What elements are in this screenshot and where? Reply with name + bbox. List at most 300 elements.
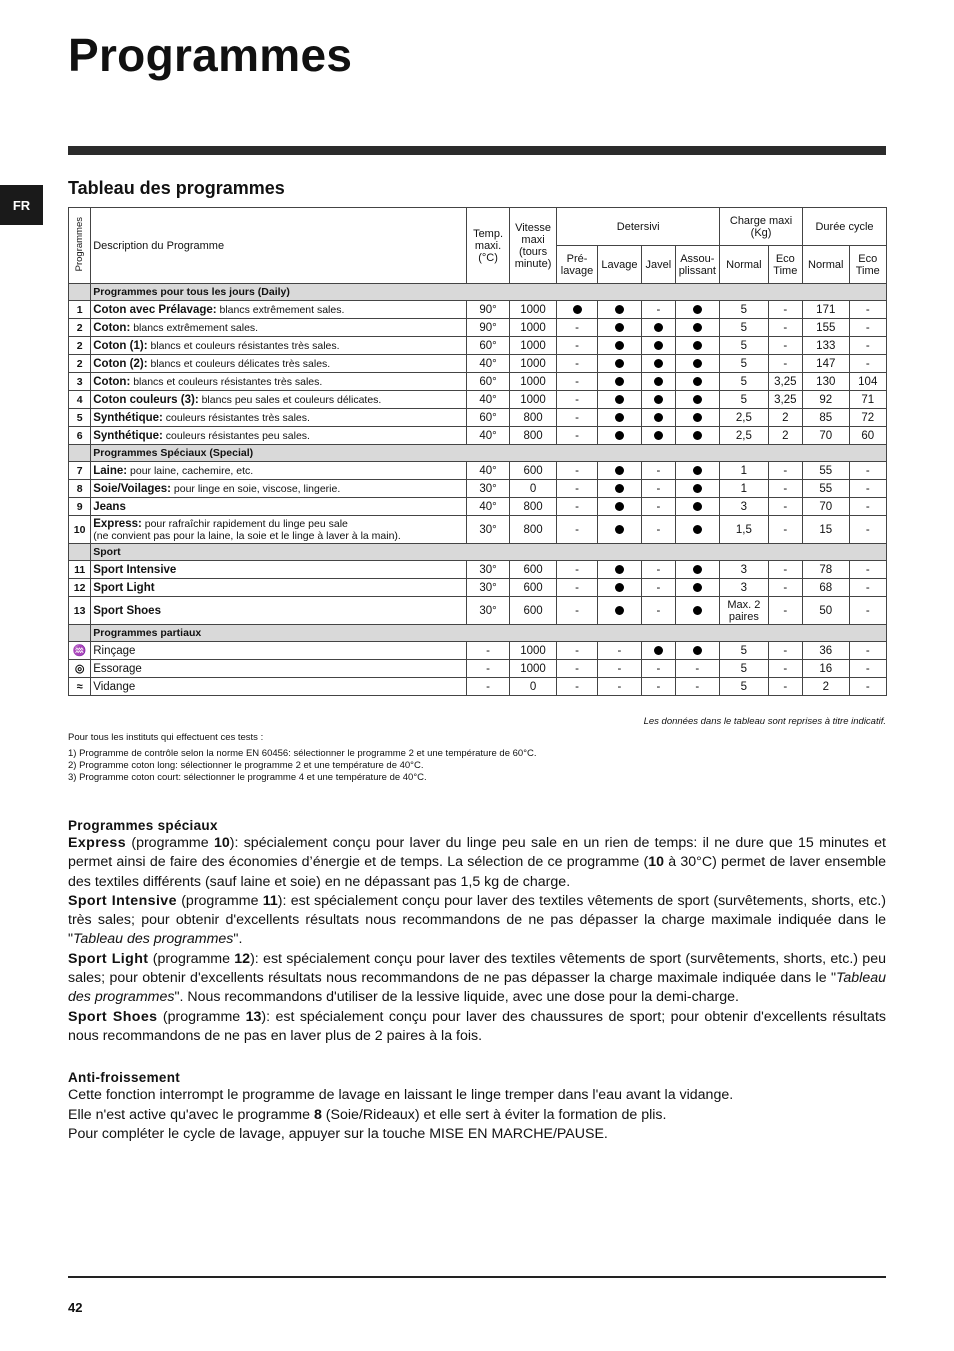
temp-cell: 30° [467,480,509,498]
prelavage-cell: - [557,409,597,427]
assouplissant-cell: - [675,678,720,696]
program-number: 8 [69,480,91,498]
javel-cell [642,409,675,427]
bullet-dot-icon [573,305,582,314]
charge-eco-cell: - [768,642,802,660]
program-description: Synthétique: couleurs résistantes peu sales. [91,427,467,445]
assouplissant-cell [675,301,720,319]
program-description: Laine: pour laine, cachemire, etc. [91,462,467,480]
temp-cell: 60° [467,337,509,355]
temp-cell: 40° [467,498,509,516]
bullet-dot-icon [693,341,702,350]
charge-eco-cell: - [768,480,802,498]
lavage-cell [597,409,641,427]
table-row [69,355,887,373]
program-number: 10 [69,516,91,544]
prelavage-cell: - [557,516,597,544]
speed-cell: 800 [509,409,557,427]
lavage-cell [597,427,641,445]
duree-normal-cell: 55 [803,480,850,498]
charge-eco-cell: - [768,319,802,337]
charge-normal-cell: 3 [720,498,769,516]
prelavage-cell: - [557,498,597,516]
footnote-3: 3) Programme coton court: sélectionner le programme 4 et une température de 40°C. [68,772,427,783]
charge-normal-cell: 1 [720,480,769,498]
table-row [69,516,887,544]
lavage-cell [597,561,641,579]
charge-normal-cell: 5 [720,391,769,409]
javel-cell [642,427,675,445]
javel-cell [642,355,675,373]
prelavage-cell [557,301,597,319]
bullet-dot-icon [615,606,624,615]
assouplissant-cell: - [675,660,720,678]
header-assouplissant: Assou- plissant [675,246,720,284]
javel-cell [642,337,675,355]
bullet-dot-icon [654,323,663,332]
prelavage-cell: - [557,597,597,625]
table-row [69,660,887,678]
javel-cell [642,642,675,660]
spin-icon: ◎ [74,662,85,675]
duree-eco-cell: - [849,480,886,498]
duree-normal-cell: 85 [803,409,850,427]
lavage-cell [597,579,641,597]
bullet-dot-icon [615,377,624,386]
bullet-dot-icon [654,413,663,422]
charge-normal-cell: Max. 2 paires [720,597,769,625]
table-row [69,319,887,337]
speed-cell: 1000 [509,660,557,678]
duree-eco-cell: - [849,516,886,544]
temp-cell: 30° [467,579,509,597]
bullet-dot-icon [654,341,663,350]
prelavage-cell: - [557,427,597,445]
javel-cell [642,391,675,409]
prelavage-cell: - [557,337,597,355]
duree-normal-cell: 171 [803,301,850,319]
lavage-cell [597,373,641,391]
bullet-dot-icon [615,323,624,332]
program-description: Synthétique: couleurs résistantes très sales. [91,409,467,427]
duree-eco-cell: 104 [849,373,886,391]
program-description: Vidange [91,678,467,696]
header-temp: Temp. maxi. (°C) [467,208,509,284]
rinse-icon: ♒ [72,644,87,657]
javel-cell: - [642,660,675,678]
category-row: Programmes Spéciaux (Special) [69,445,887,462]
table-row [69,480,887,498]
bullet-dot-icon [693,606,702,615]
footnote-2: 2) Programme coton long: sélectionner le programme 2 et une température de 40°C. [68,760,424,771]
bullet-dot-icon [693,502,702,511]
charge-eco-cell: - [768,355,802,373]
duree-normal-cell: 92 [803,391,850,409]
program-number: 11 [69,561,91,579]
lavage-cell [597,337,641,355]
speed-cell: 0 [509,678,557,696]
javel-cell: - [642,597,675,625]
bullet-dot-icon [654,395,663,404]
duree-normal-cell: 50 [803,597,850,625]
temp-cell: 40° [467,355,509,373]
prelavage-cell: - [557,561,597,579]
program-description: Coton: blancs et couleurs résistantes très sales. [91,373,467,391]
bullet-dot-icon [693,359,702,368]
table-row [69,373,887,391]
express-paragraph: Express (programme 10): spécialement conçu pour laver du linge peu sale en un rien de temps: il ne dure que 15 minutes et permet ainsi de faire des économies d’énergie et de temps. La sélection de ce programme (10 à 30°C) permet de laver ensemble des textiles différents (sauf laine et soie) en ne dépassant pas 1,5 kg de charge. [68,835,886,890]
speed-cell: 800 [509,427,557,445]
duree-eco-cell: - [849,301,886,319]
page-title: Programmes [68,29,353,81]
table-row [69,561,887,579]
header-programmes: Programmes [69,208,91,284]
javel-cell: - [642,561,675,579]
bullet-dot-icon [615,395,624,404]
lavage-cell [597,355,641,373]
program-number: 1 [69,301,91,319]
prelavage-cell: - [557,678,597,696]
lavage-cell [597,597,641,625]
charge-eco-cell: 2 [768,409,802,427]
program-number: 2 [69,337,91,355]
program-number: 12 [69,579,91,597]
duree-normal-cell: 55 [803,462,850,480]
duree-eco-cell: - [849,319,886,337]
charge-normal-cell: 5 [720,660,769,678]
bullet-dot-icon [615,466,624,475]
lavage-cell [597,391,641,409]
sport-shoes-paragraph: Sport Shoes (programme 13): est spécialement conçu pour laver des chaussures de sport; pour obtenir d'excellents résultats nous recommandons de ne pas en laver plus de 2 paires à la fois. [68,1008,886,1044]
charge-normal-cell: 5 [720,337,769,355]
header-charge-eco: Eco Time [768,246,802,284]
speed-cell: 800 [509,498,557,516]
bullet-dot-icon [693,323,702,332]
charge-eco-cell: - [768,498,802,516]
category-row: Programmes pour tous les jours (Daily) [69,284,887,301]
bullet-dot-icon [615,341,624,350]
charge-eco-cell: - [768,561,802,579]
duree-eco-cell: - [849,660,886,678]
temp-cell: 40° [467,391,509,409]
duree-eco-cell: 60 [849,427,886,445]
speed-cell: 1000 [509,337,557,355]
charge-eco-cell: - [768,516,802,544]
duree-eco-cell: - [849,498,886,516]
bullet-dot-icon [615,525,624,534]
speed-cell: 1000 [509,301,557,319]
prelavage-cell: - [557,660,597,678]
program-number: 2 [69,319,91,337]
temp-cell: 60° [467,373,509,391]
assouplissant-cell [675,498,720,516]
charge-eco-cell: 3,25 [768,391,802,409]
duree-eco-cell: - [849,579,886,597]
program-number: 5 [69,409,91,427]
page-number: 42 [68,1300,83,1315]
bullet-dot-icon [693,565,702,574]
table-row [69,301,887,319]
footnote-head: Pour tous les instituts qui effectuent ces tests : [68,732,264,743]
program-number: 2 [69,355,91,373]
drain-icon: ≈ [76,680,83,693]
duree-normal-cell: 36 [803,642,850,660]
antifroissement-line-2: Elle n'est active qu'avec le programme 8 (Soie/Rideaux) et elle sert à éviter la formation de plis. [68,1106,667,1123]
lavage-cell [597,480,641,498]
charge-normal-cell: 5 [720,301,769,319]
program-number: 6 [69,427,91,445]
table-row [69,597,887,625]
header-charge-normal: Normal [720,246,769,284]
bullet-dot-icon [654,377,663,386]
program-icon [69,660,91,678]
header-duree-normal: Normal [803,246,850,284]
prelavage-cell: - [557,373,597,391]
duree-normal-cell: 68 [803,579,850,597]
program-description: Coton (2): blancs et couleurs délicates très sales. [91,355,467,373]
prelavage-cell: - [557,642,597,660]
temp-cell: 90° [467,301,509,319]
speed-cell: 0 [509,480,557,498]
temp-cell: 30° [467,516,509,544]
header-vitesse: Vitesse maxi (tours minute) [509,208,557,284]
sport-light-paragraph: Sport Light (programme 12): est spécialement conçu pour laver des textiles vêtements de sport (survêtements, shorts, etc.) peu sales; pour obtenir d'excellents résultats nous recommandons de ne pas dépasser la charge maximale indiquée dans le "Tableau des programmes". Nous recommandons d'utiliser de la lessive liquide, avec une dose pour la demi-charge. [68,950,886,1006]
header-charge: Charge maxi (Kg) [720,208,803,246]
charge-eco-cell: - [768,462,802,480]
duree-normal-cell: 16 [803,660,850,678]
header-lavage: Lavage [597,246,641,284]
charge-normal-cell: 5 [720,355,769,373]
javel-cell: - [642,579,675,597]
speed-cell: 600 [509,597,557,625]
program-description: Jeans [91,498,467,516]
program-number: 7 [69,462,91,480]
program-number: 3 [69,373,91,391]
duree-normal-cell: 78 [803,561,850,579]
prelavage-cell: - [557,319,597,337]
table-row [69,678,887,696]
program-description: Coton couleurs (3): blancs peu sales et couleurs délicates. [91,391,467,409]
program-icon [69,678,91,696]
header-description: Description du Programme [91,208,467,284]
lavage-cell [597,516,641,544]
section-title: Tableau des programmes [68,178,285,198]
charge-eco-cell: - [768,660,802,678]
program-description: Coton: blancs extrêmement sales. [91,319,467,337]
lavage-cell [597,301,641,319]
table-row [69,391,887,409]
duree-eco-cell: - [849,597,886,625]
duree-eco-cell: 71 [849,391,886,409]
header-javel: Javel [642,246,675,284]
bullet-dot-icon [693,305,702,314]
table-row [69,462,887,480]
bullet-dot-icon [615,502,624,511]
duree-normal-cell: 155 [803,319,850,337]
table-row [69,337,887,355]
footnotes [68,732,537,784]
bullet-dot-icon [615,359,624,368]
assouplissant-cell [675,516,720,544]
program-icon [69,642,91,660]
charge-eco-cell: 2 [768,427,802,445]
table-row [69,409,887,427]
program-description: Sport Shoes [91,597,467,625]
program-description: Sport Light [91,579,467,597]
prelavage-cell: - [557,480,597,498]
bullet-dot-icon [693,413,702,422]
lavage-cell: - [597,678,641,696]
footnote-1: 1) Programme de contrôle selon la norme EN 60456: sélectionner le programme 2 et une température de 60°C. [68,748,537,759]
charge-eco-cell: - [768,678,802,696]
table-row [69,427,887,445]
prelavage-cell: - [557,355,597,373]
programmes-table [68,207,887,696]
bullet-dot-icon [654,431,663,440]
bullet-dot-icon [693,583,702,592]
bullet-dot-icon [615,583,624,592]
lavage-cell [597,319,641,337]
assouplissant-cell [675,337,720,355]
lavage-cell [597,462,641,480]
program-number: 13 [69,597,91,625]
antifroissement-line-3: Pour compléter le cycle de lavage, appuyer sur la touche MISE EN MARCHE/PAUSE. [68,1125,608,1142]
table-row [69,642,887,660]
javel-cell: - [642,678,675,696]
category-row: Programmes partiaux [69,625,887,642]
speed-cell: 800 [509,516,557,544]
duree-normal-cell: 2 [803,678,850,696]
speed-cell: 1000 [509,355,557,373]
header-duree-eco: Eco Time [849,246,886,284]
body-text [68,818,886,1144]
duree-eco-cell: - [849,678,886,696]
javel-cell: - [642,498,675,516]
duree-eco-cell: 72 [849,409,886,427]
antifroissement-line-1: Cette fonction interrompt le programme de lavage en laissant le linge tremper dans l'eau avant la vidange. [68,1087,734,1104]
speed-cell: 600 [509,579,557,597]
speed-cell: 600 [509,462,557,480]
duree-normal-cell: 147 [803,355,850,373]
bullet-dot-icon [693,646,702,655]
javel-cell: - [642,462,675,480]
lavage-cell: - [597,642,641,660]
assouplissant-cell [675,391,720,409]
duree-eco-cell: - [849,462,886,480]
bullet-dot-icon [693,431,702,440]
charge-normal-cell: 2,5 [720,427,769,445]
duree-normal-cell: 70 [803,498,850,516]
program-description: Coton (1): blancs et couleurs résistantes très sales. [91,337,467,355]
specials-heading: Programmes spéciaux [68,818,218,833]
prelavage-cell: - [557,462,597,480]
temp-cell: 40° [467,462,509,480]
temp-cell: 40° [467,427,509,445]
assouplissant-cell [675,597,720,625]
charge-eco-cell: - [768,301,802,319]
duree-eco-cell: - [849,642,886,660]
bullet-dot-icon [654,646,663,655]
assouplissant-cell [675,355,720,373]
assouplissant-cell [675,319,720,337]
duree-normal-cell: 133 [803,337,850,355]
assouplissant-cell [675,579,720,597]
program-description: Rinçage [91,642,467,660]
javel-cell: - [642,480,675,498]
temp-cell: - [467,678,509,696]
assouplissant-cell [675,427,720,445]
charge-normal-cell: 2,5 [720,409,769,427]
bullet-dot-icon [615,413,624,422]
prelavage-cell: - [557,391,597,409]
program-description: Express: pour rafraîchir rapidement du linge peu sale (ne convient pas pour la laine, la soie et le linge à laver à la main). [91,516,467,544]
speed-cell: 1000 [509,319,557,337]
bullet-dot-icon [615,305,624,314]
javel-cell: - [642,516,675,544]
antifroissement-heading: Anti-froissement [68,1070,181,1086]
charge-normal-cell: 1 [720,462,769,480]
charge-eco-cell: - [768,597,802,625]
assouplissant-cell [675,642,720,660]
duree-eco-cell: - [849,337,886,355]
speed-cell: 600 [509,561,557,579]
assouplissant-cell [675,561,720,579]
temp-cell: - [467,642,509,660]
duree-eco-cell: - [849,355,886,373]
charge-eco-cell: - [768,579,802,597]
assouplissant-cell [675,409,720,427]
program-number: 9 [69,498,91,516]
bullet-dot-icon [693,466,702,475]
temp-cell: 60° [467,409,509,427]
program-description: Sport Intensive [91,561,467,579]
program-description: Soie/Voilages: pour linge en soie, viscose, lingerie. [91,480,467,498]
lavage-cell [597,498,641,516]
bullet-dot-icon [693,525,702,534]
javel-cell [642,319,675,337]
bullet-dot-icon [693,377,702,386]
title-divider-bar [68,146,886,155]
bullet-dot-icon [654,359,663,368]
temp-cell: 90° [467,319,509,337]
header-duree: Durée cycle [803,208,887,246]
duree-normal-cell: 130 [803,373,850,391]
charge-normal-cell: 3 [720,561,769,579]
javel-cell [642,373,675,391]
temp-cell: - [467,660,509,678]
charge-normal-cell: 3 [720,579,769,597]
charge-normal-cell: 5 [720,319,769,337]
bullet-dot-icon [615,565,624,574]
header-prelavage: Pré- lavage [557,246,597,284]
speed-cell: 1000 [509,391,557,409]
header-detersivi: Detersivi [557,208,720,246]
bullet-dot-icon [615,484,624,493]
assouplissant-cell [675,373,720,391]
charge-normal-cell: 1,5 [720,516,769,544]
program-description: Essorage [91,660,467,678]
table-note: Les données dans le tableau sont reprises à titre indicatif. [643,716,886,727]
table-row [69,579,887,597]
duree-eco-cell: - [849,561,886,579]
lavage-cell: - [597,660,641,678]
program-description: Coton avec Prélavage: blancs extrêmement sales. [91,301,467,319]
speed-cell: 1000 [509,373,557,391]
assouplissant-cell [675,462,720,480]
bullet-dot-icon [693,484,702,493]
program-number: 4 [69,391,91,409]
bullet-dot-icon [615,431,624,440]
